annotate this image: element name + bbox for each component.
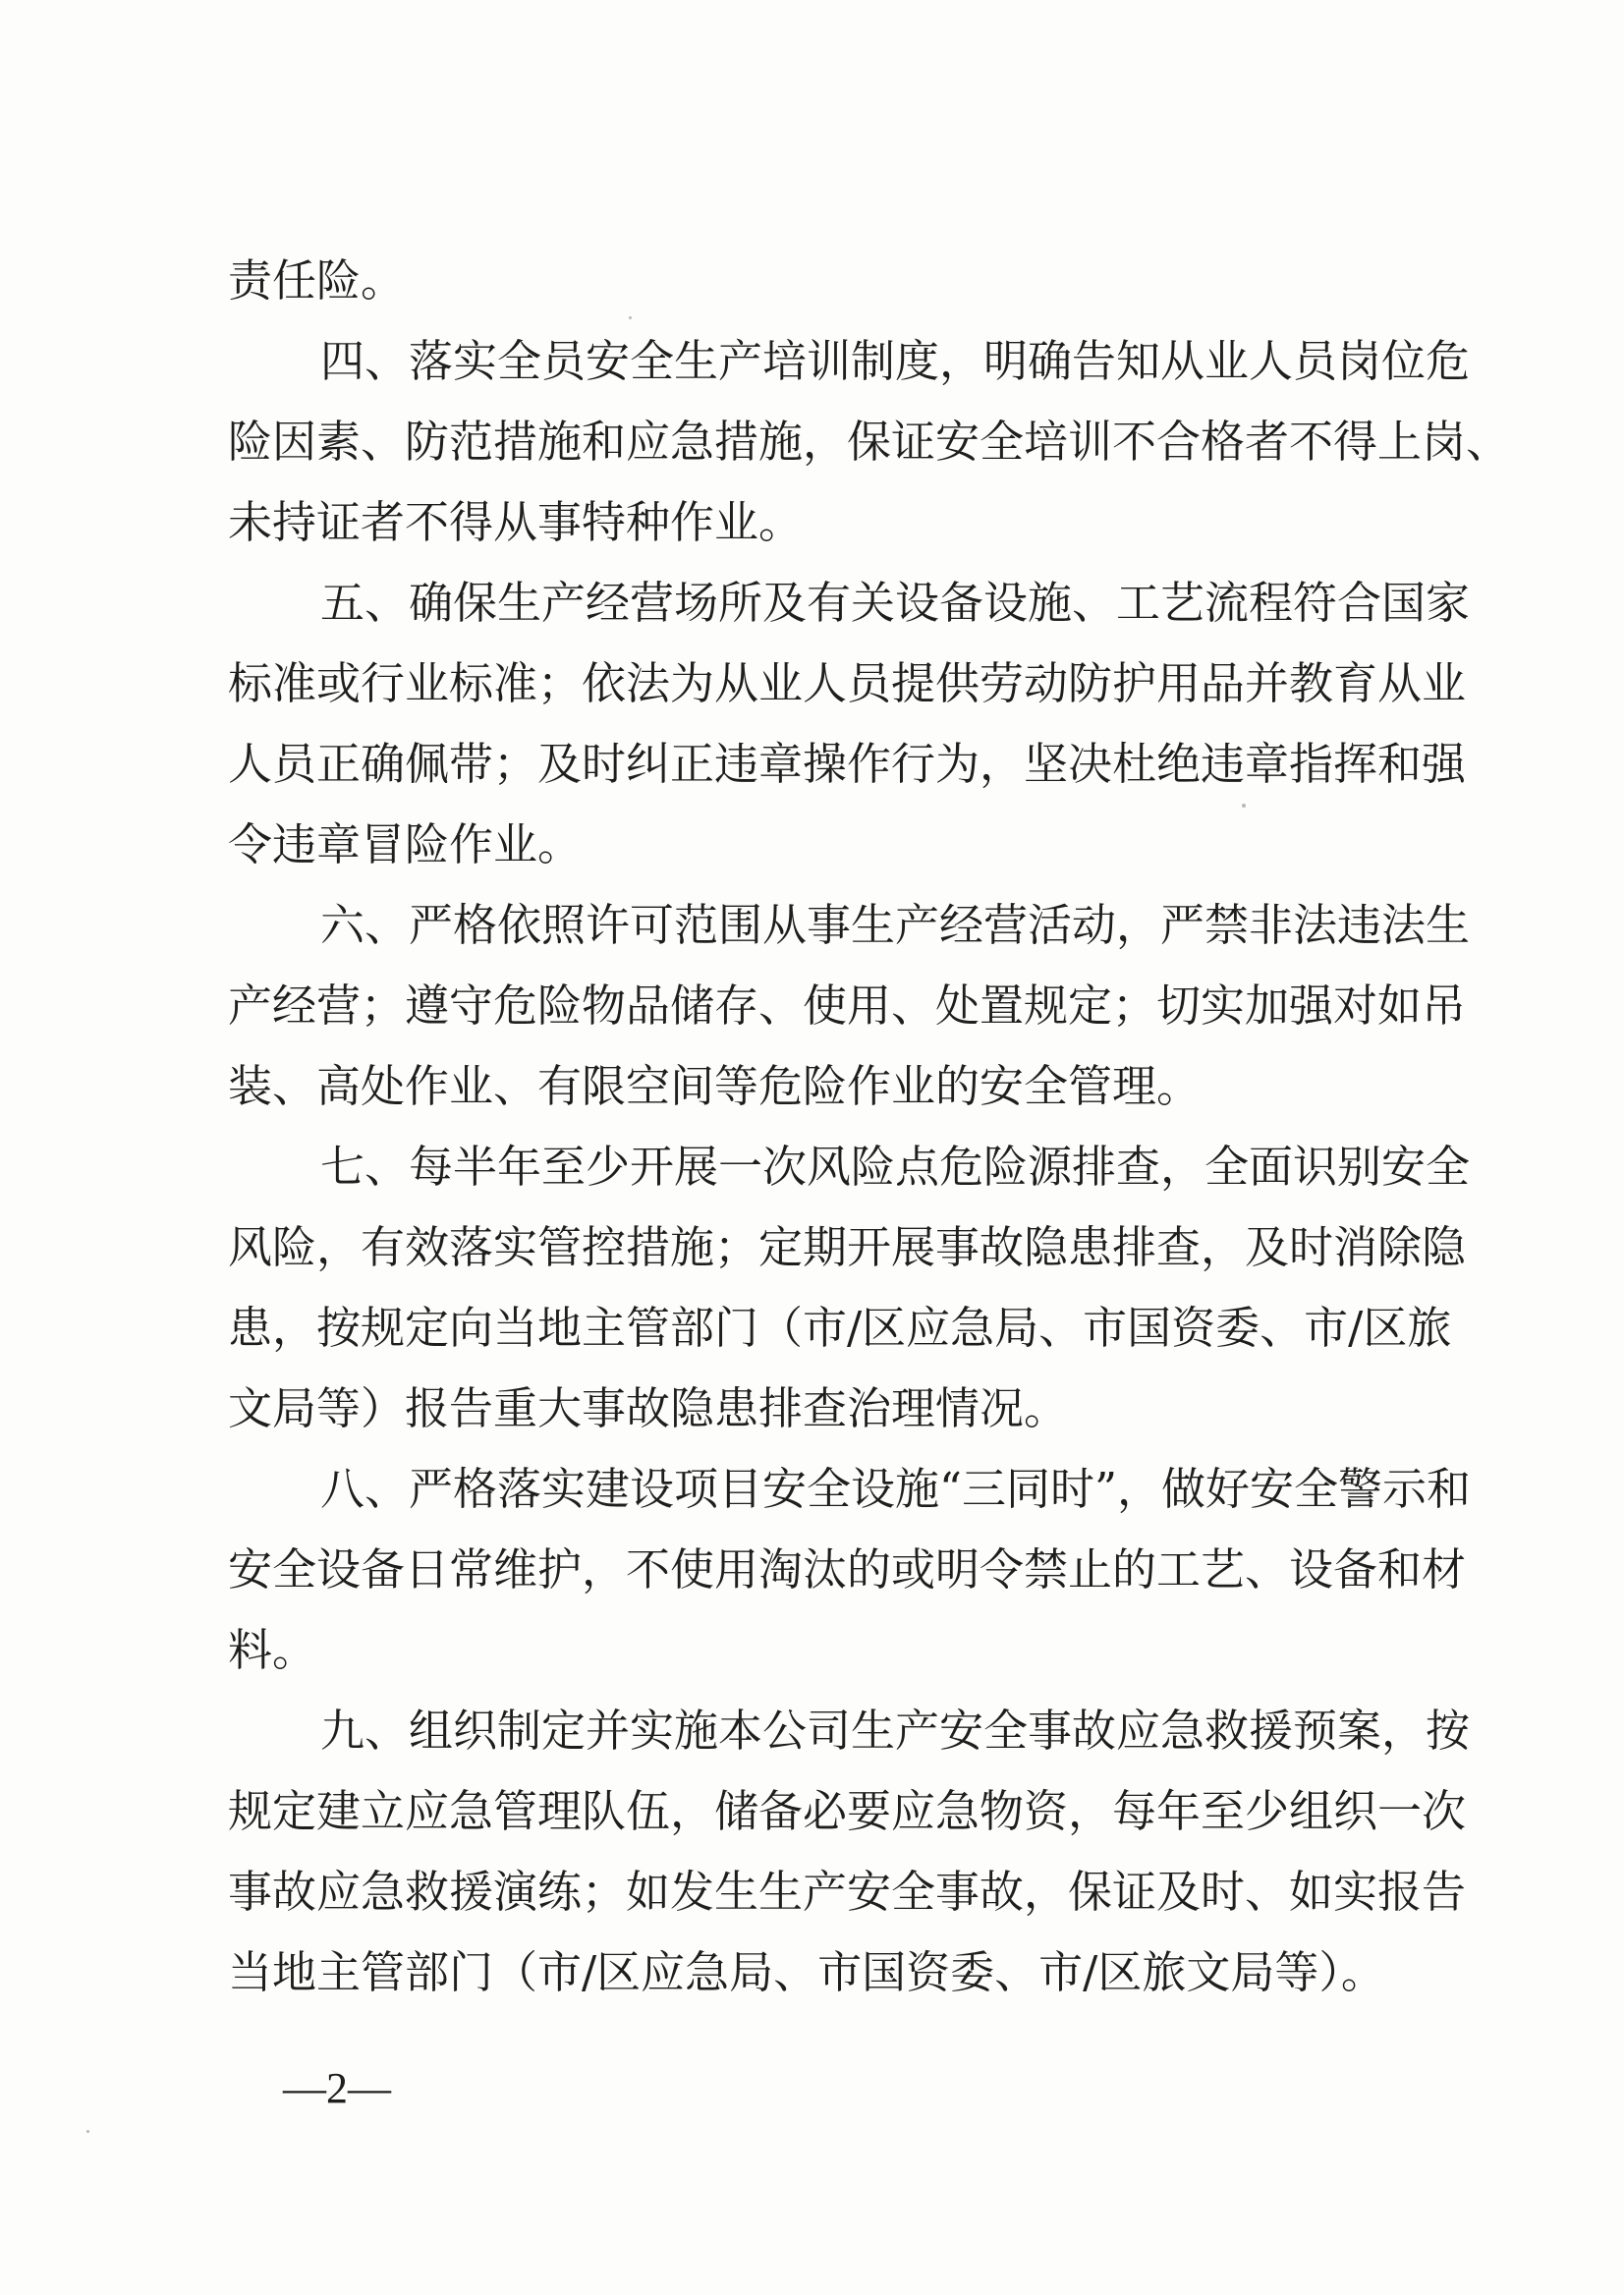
paragraph-6-line-3: 装、高处作业、有限空间等危险作业的安全管理。 [228, 1060, 1202, 1112]
paragraph-7-line-3: 患，按规定向当地主管部门（市/区应急局、市国资委、市/区旅 [228, 1302, 1452, 1354]
paragraph-7-line-4: 文局等）报告重大事故隐患排查治理情况。 [228, 1382, 1069, 1434]
paragraph-9-line-3: 事故应急救援演练；如发生生产安全事故，保证及时、如实报告 [228, 1866, 1467, 1918]
paragraph-9-line-1: 九、组织制定并实施本公司生产安全事故应急救援预案，按 [320, 1705, 1471, 1757]
paragraph-9-line-4: 当地主管部门（市/区应急局、市国资委、市/区旅文局等）。 [228, 1946, 1385, 1998]
paragraph-4-line-1: 四、落实全员安全生产培训制度，明确告知从业人员岗位危 [320, 335, 1471, 387]
scan-speck [1242, 804, 1246, 808]
paragraph-8-line-2: 安全设备日常维护，不使用淘汰的或明令禁止的工艺、设备和材 [228, 1543, 1467, 1595]
paragraph-5-line-4: 令违章冒险作业。 [228, 818, 583, 870]
paragraph-5-line-1: 五、确保生产经营场所及有关设备设施、工艺流程符合国家 [320, 577, 1471, 629]
paragraph-4-line-3: 未持证者不得从事特种作业。 [228, 496, 804, 548]
paragraph-7-line-2: 风险，有效落实管控措施；定期开展事故隐患排查，及时消除隐 [228, 1221, 1467, 1273]
scan-speck [629, 316, 632, 319]
paragraph-8-line-3: 料。 [228, 1624, 317, 1676]
paragraph-5-line-3: 人员正确佩带；及时纠正违章操作行为，坚决杜绝违章指挥和强 [228, 738, 1467, 790]
paragraph-4-line-2: 险因素、防范措施和应急措施，保证安全培训不合格者不得上岗、 [228, 416, 1511, 468]
paragraph-5-line-2: 标准或行业标准；依法为从业人员提供劳动防护用品并教育从业 [228, 657, 1467, 709]
paragraph-7-line-1: 七、每半年至少开展一次风险点危险源排查，全面识别安全 [320, 1141, 1471, 1193]
paragraph-6-line-1: 六、严格依照许可范围从事生产经营活动，严禁非法违法生 [320, 899, 1471, 951]
page-number: —2— [283, 2064, 391, 2112]
text-line-1: 责任险。 [228, 254, 406, 307]
paragraph-9-line-2: 规定建立应急管理队伍，储备必要应急物资，每年至少组织一次 [228, 1785, 1467, 1837]
paragraph-6-line-2: 产经营；遵守危险物品储存、使用、处置规定；切实加强对如吊 [228, 980, 1467, 1032]
scan-speck [86, 2130, 89, 2133]
paragraph-8-line-1: 八、严格落实建设项目安全设施“三同时”，做好安全警示和 [320, 1463, 1472, 1515]
